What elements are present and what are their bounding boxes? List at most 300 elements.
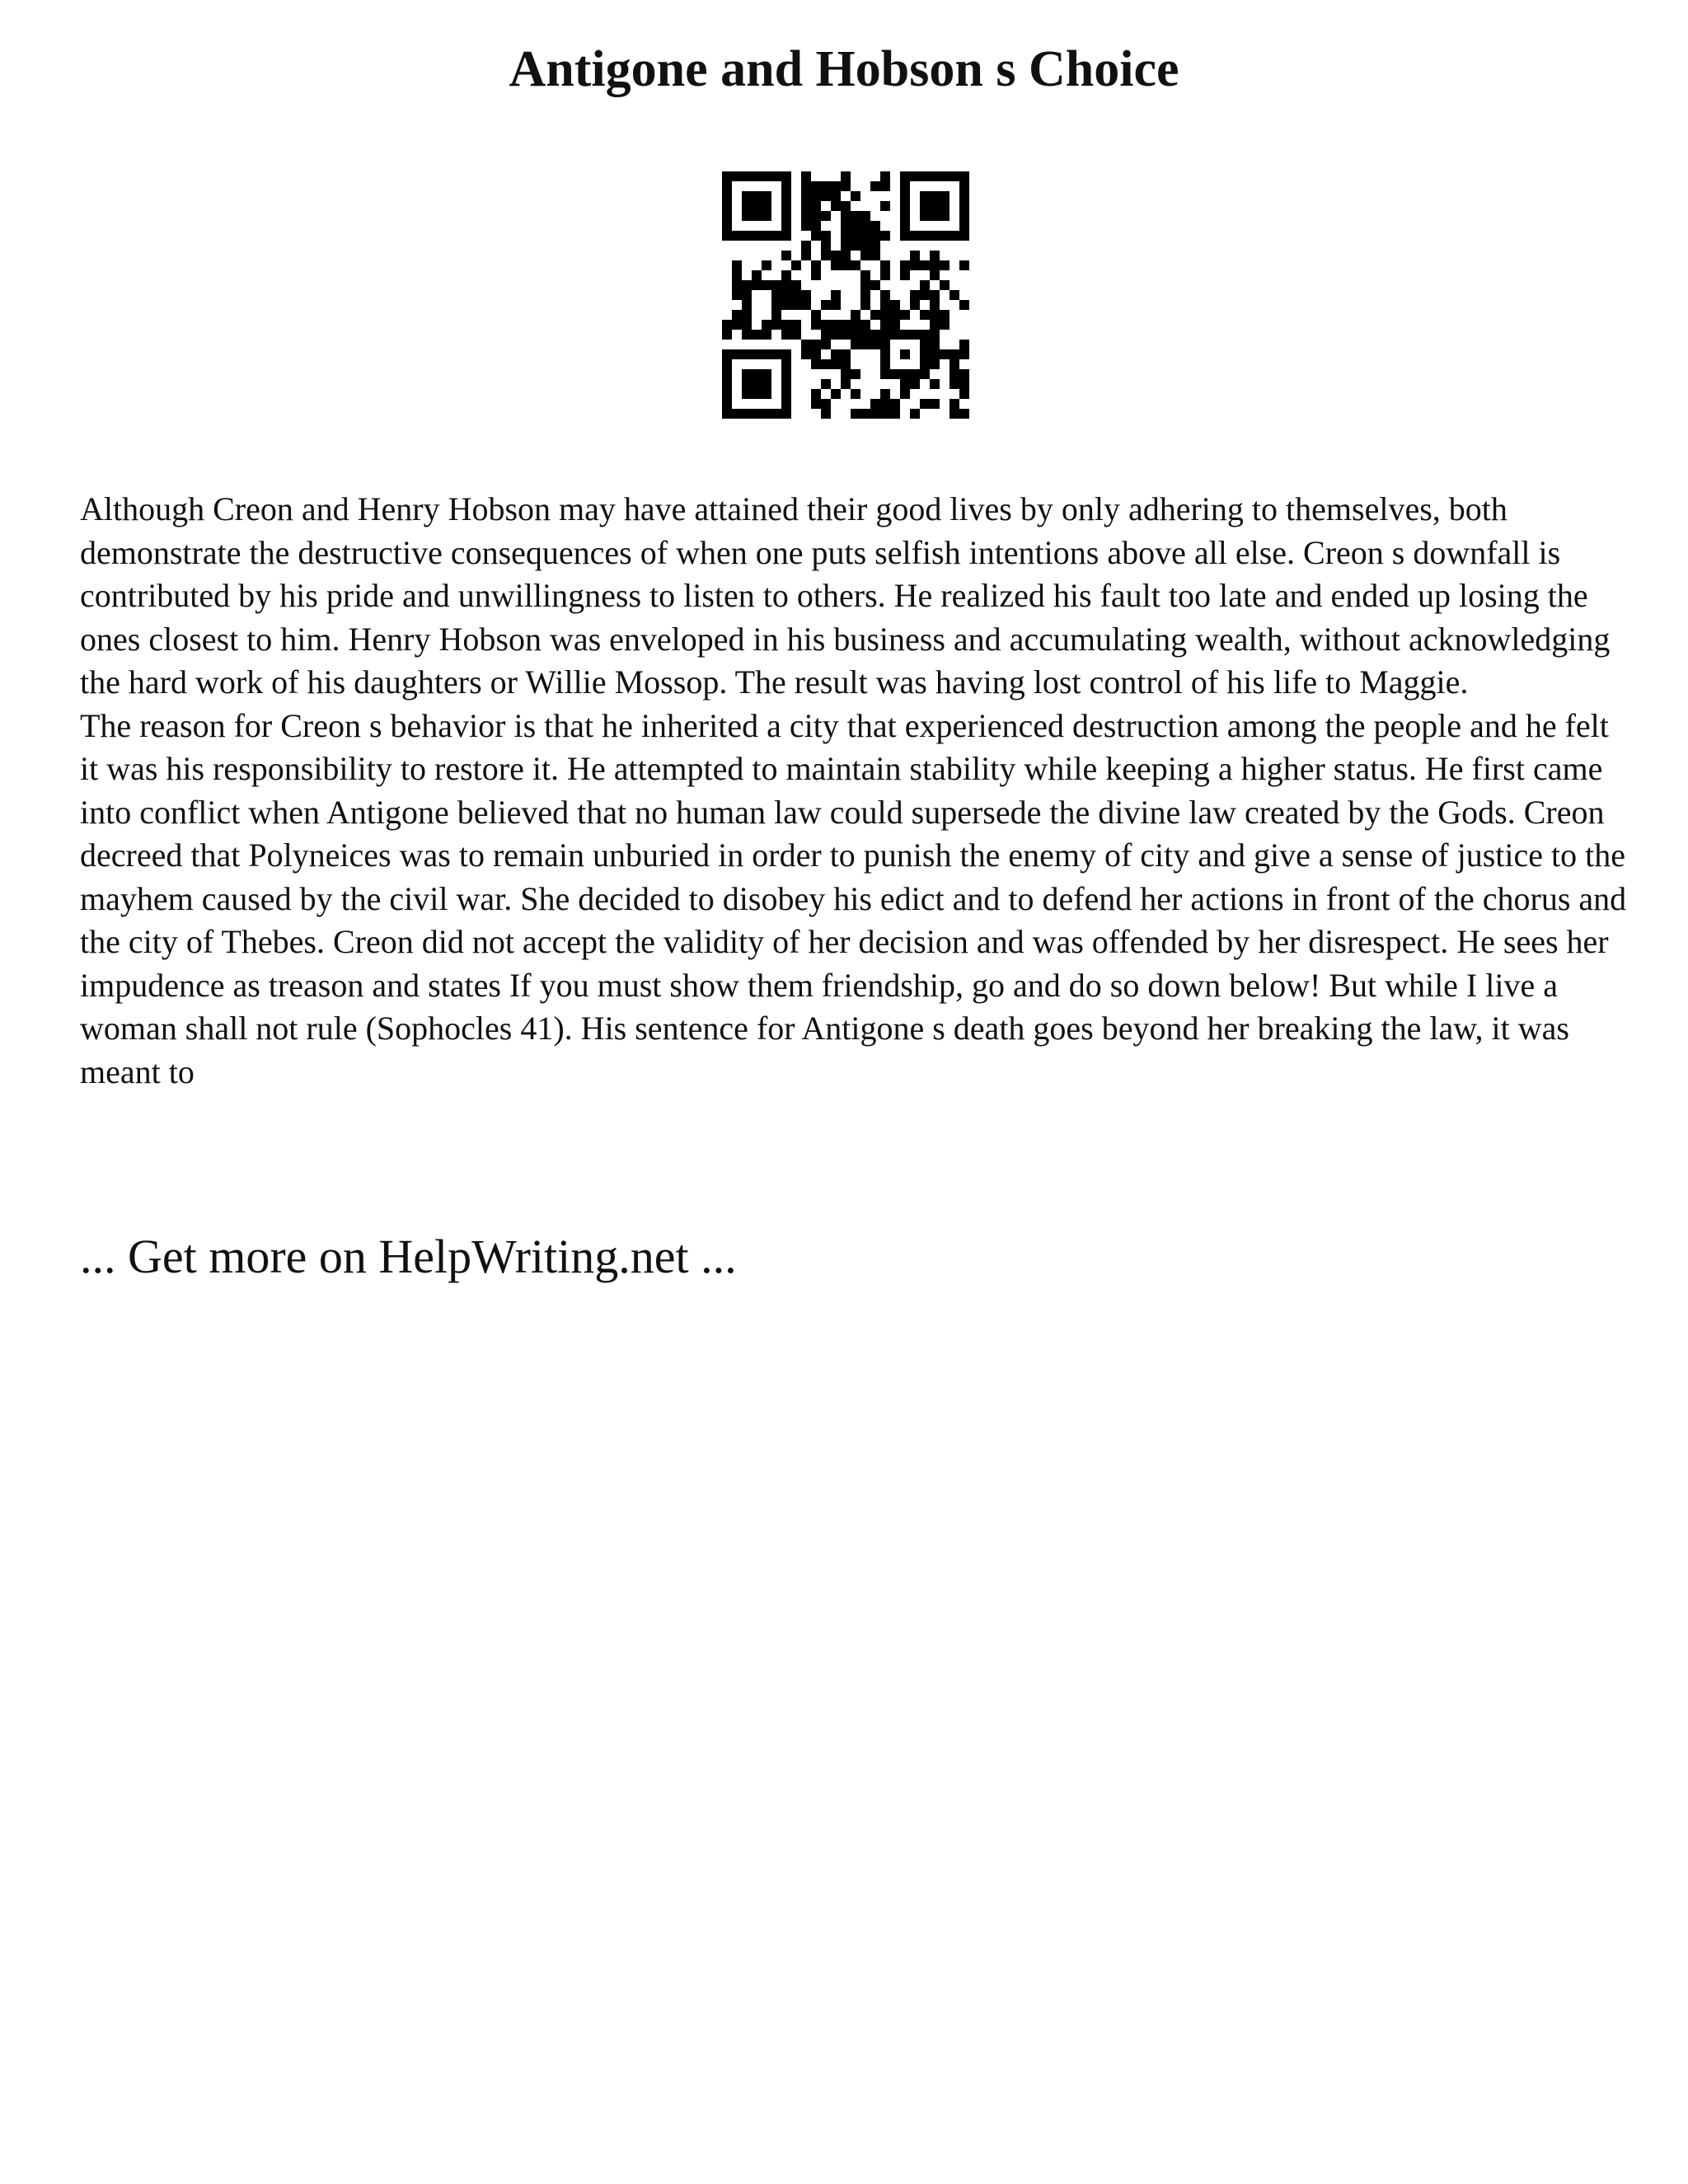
qr-module <box>890 310 900 320</box>
qr-module <box>742 201 752 211</box>
qr-module <box>841 221 851 231</box>
qr-module <box>910 260 920 270</box>
qr-module <box>831 290 841 300</box>
qr-module <box>791 320 801 330</box>
qr-module <box>920 330 930 340</box>
qr-module <box>959 211 969 221</box>
qr-module <box>950 369 959 379</box>
qr-module <box>930 201 940 211</box>
qr-module <box>950 409 959 419</box>
qr-module <box>959 171 969 181</box>
qr-module <box>930 330 940 340</box>
qr-module <box>841 171 851 181</box>
qr-module <box>742 191 752 201</box>
qr-module <box>831 330 841 340</box>
qr-module <box>841 349 851 359</box>
qr-module <box>959 340 969 349</box>
qr-module <box>880 270 890 280</box>
qr-module <box>801 251 811 260</box>
qr-module <box>831 260 841 270</box>
qr-module <box>841 359 851 369</box>
qr-module <box>900 349 910 359</box>
qr-module <box>732 260 742 270</box>
qr-module <box>880 260 890 270</box>
qr-module <box>742 320 752 330</box>
qr-module <box>860 300 870 310</box>
qr-module <box>880 310 890 320</box>
qr-module <box>762 349 771 359</box>
qr-module <box>920 231 930 241</box>
qr-module <box>831 191 841 201</box>
qr-module <box>860 270 870 280</box>
qr-module <box>811 260 821 270</box>
qr-module <box>801 191 811 201</box>
qr-module <box>841 320 851 330</box>
get-more-link[interactable]: ... Get more on HelpWriting.net ... <box>80 1230 737 1283</box>
qr-module <box>851 409 860 419</box>
qr-module <box>959 181 969 191</box>
qr-module <box>930 399 940 409</box>
qr-module <box>742 330 752 340</box>
qr-module <box>801 171 811 181</box>
qr-module <box>870 280 880 290</box>
qr-module <box>771 171 781 181</box>
qr-module <box>940 211 950 221</box>
qr-module <box>940 231 950 241</box>
qr-module <box>722 231 732 241</box>
qr-module <box>801 300 811 310</box>
qr-module <box>880 349 890 359</box>
qr-module <box>771 280 781 290</box>
qr-module <box>950 359 959 369</box>
qr-module <box>752 171 762 181</box>
qr-module <box>722 330 732 340</box>
qr-module <box>762 409 771 419</box>
qr-module <box>722 221 732 231</box>
qr-module <box>851 310 860 320</box>
qr-module <box>920 399 930 409</box>
qr-module <box>722 201 732 211</box>
qr-module <box>781 379 791 389</box>
qr-module <box>791 260 801 270</box>
qr-module <box>811 221 821 231</box>
qr-module <box>801 349 811 359</box>
qr-module <box>920 369 930 379</box>
qr-module <box>851 221 860 231</box>
qr-module <box>950 399 959 409</box>
qr-module <box>890 330 900 340</box>
qr-code <box>722 171 969 419</box>
qr-module <box>791 330 801 340</box>
qr-module <box>831 181 841 191</box>
qr-module <box>930 340 940 349</box>
qr-module <box>860 211 870 221</box>
qr-module <box>841 251 851 260</box>
qr-module <box>752 231 762 241</box>
qr-module <box>851 191 860 201</box>
qr-module <box>870 340 880 349</box>
qr-module <box>860 330 870 340</box>
qr-module <box>781 181 791 191</box>
qr-module <box>900 310 910 320</box>
qr-module <box>722 171 732 181</box>
qr-module <box>821 251 831 260</box>
qr-module <box>762 389 771 399</box>
qr-module <box>900 201 910 211</box>
qr-module <box>732 320 742 330</box>
qr-module <box>762 211 771 221</box>
qr-module <box>771 320 781 330</box>
qr-module <box>880 290 890 300</box>
qr-module <box>900 260 910 270</box>
qr-module <box>781 191 791 201</box>
qr-module <box>841 181 851 191</box>
qr-module <box>959 231 969 241</box>
qr-module <box>950 379 959 389</box>
qr-module <box>870 310 880 320</box>
paragraph-2: The reason for Creon s behavior is that he inherited a city that experienced destruction among the people and he felt it was his responsibility to restore it. He attempted to maintain stability while keeping a higher status. He first came into conflict when Antigone believed that no human law could supersede the divine law created by the Gods. Creon decreed that Polyneices was to remain unburied in order to punish the enemy of city and give a sense of justice to the mayhem caused by the civil war. She decided to disobey his edict and to defend her actions in front of the chorus and the city of Thebes. Creon did not accept the validity of her decision and was offended by her disrespect. He sees her impudence as treason and states If you must show them friendship, go and do so down below! But while I live a woman shall not rule (Sophocles 41). His sentence for Antigone s death goes beyond her breaking the law, it was meant to <box>80 706 1627 1090</box>
qr-module <box>722 369 732 379</box>
qr-module <box>771 349 781 359</box>
qr-module <box>752 211 762 221</box>
qr-module <box>821 379 831 389</box>
qr-module <box>781 280 791 290</box>
qr-module <box>752 270 762 280</box>
qr-module <box>930 379 940 389</box>
qr-module <box>880 300 890 310</box>
qr-module <box>870 251 880 260</box>
qr-module <box>940 201 950 211</box>
qr-module <box>930 320 940 330</box>
qr-module <box>821 191 831 201</box>
qr-module <box>920 201 930 211</box>
qr-module <box>920 211 930 221</box>
qr-module <box>781 369 791 379</box>
qr-module <box>930 300 940 310</box>
qr-module <box>762 201 771 211</box>
qr-module <box>821 340 831 349</box>
qr-module <box>930 290 940 300</box>
qr-module <box>940 310 950 320</box>
qr-module <box>831 389 841 399</box>
qr-module <box>880 181 890 191</box>
qr-module <box>742 290 752 300</box>
qr-module <box>762 369 771 379</box>
qr-module <box>791 280 801 290</box>
qr-module <box>742 171 752 181</box>
qr-module <box>752 369 762 379</box>
qr-module <box>959 389 969 399</box>
qr-module <box>880 340 890 349</box>
qr-module <box>742 280 752 290</box>
qr-module <box>950 290 959 300</box>
qr-module <box>781 399 791 409</box>
qr-module <box>880 409 890 419</box>
qr-module <box>910 290 920 300</box>
qr-module <box>851 260 860 270</box>
document-title: Antigone and Hobson s Choice <box>509 41 1179 97</box>
qr-module <box>890 320 900 330</box>
qr-module <box>742 369 752 379</box>
qr-module <box>950 231 959 241</box>
qr-module <box>900 270 910 280</box>
qr-module <box>880 369 890 379</box>
qr-module <box>831 349 841 359</box>
qr-module <box>910 369 920 379</box>
qr-module <box>930 359 940 369</box>
qr-module <box>959 221 969 231</box>
qr-module <box>831 359 841 369</box>
qr-module <box>811 231 821 241</box>
qr-module <box>880 171 890 181</box>
qr-module <box>781 409 791 419</box>
qr-module <box>732 280 742 290</box>
qr-module <box>771 409 781 419</box>
qr-module <box>811 359 821 369</box>
qr-module <box>851 369 860 379</box>
qr-module <box>880 399 890 409</box>
qr-module <box>940 320 950 330</box>
qr-module <box>900 211 910 221</box>
qr-module <box>722 191 732 201</box>
qr-module <box>762 171 771 181</box>
qr-module <box>811 270 821 280</box>
qr-module <box>920 260 930 270</box>
qr-module <box>722 389 732 399</box>
qr-module <box>791 290 801 300</box>
qr-module <box>821 359 831 369</box>
qr-module <box>762 320 771 330</box>
qr-module <box>900 379 910 389</box>
qr-module <box>732 290 742 300</box>
qr-module <box>930 231 940 241</box>
qr-module <box>860 221 870 231</box>
qr-module <box>959 379 969 389</box>
qr-module <box>732 310 742 320</box>
qr-module <box>771 310 781 320</box>
qr-module <box>841 231 851 241</box>
qr-module <box>880 231 890 241</box>
qr-module <box>870 330 880 340</box>
qr-module <box>870 181 880 191</box>
qr-module <box>930 260 940 270</box>
qr-module <box>880 320 890 330</box>
qr-module <box>811 349 821 359</box>
qr-module <box>781 201 791 211</box>
qr-module <box>959 409 969 419</box>
qr-module <box>900 181 910 191</box>
qr-module <box>920 310 930 320</box>
qr-module <box>831 201 841 211</box>
qr-module <box>930 171 940 181</box>
qr-module <box>880 330 890 340</box>
qr-module <box>722 181 732 191</box>
qr-module <box>752 330 762 340</box>
qr-module <box>910 300 920 310</box>
qr-module <box>841 260 851 270</box>
qr-module <box>860 231 870 241</box>
qr-module <box>920 359 930 369</box>
qr-module <box>870 241 880 251</box>
qr-module <box>900 191 910 201</box>
qr-module <box>940 171 950 181</box>
qr-module <box>860 251 870 260</box>
qr-module <box>831 320 841 330</box>
qr-module <box>851 320 860 330</box>
qr-module <box>811 181 821 191</box>
qr-module <box>940 349 950 359</box>
qr-module <box>920 280 930 290</box>
qr-module <box>811 310 821 320</box>
qr-module <box>811 191 821 201</box>
qr-module <box>771 300 781 310</box>
qr-module <box>880 359 890 369</box>
qr-module <box>870 399 880 409</box>
qr-module <box>821 399 831 409</box>
qr-module <box>752 280 762 290</box>
qr-module <box>722 349 732 359</box>
qr-module <box>801 211 811 221</box>
qr-module <box>752 349 762 359</box>
qr-module <box>801 241 811 251</box>
qr-module <box>940 260 950 270</box>
qr-module <box>742 231 752 241</box>
qr-module <box>801 290 811 300</box>
qr-module <box>732 270 742 280</box>
qr-module <box>722 399 732 409</box>
qr-module <box>900 389 910 399</box>
qr-module <box>910 171 920 181</box>
document-body <box>80 488 1629 1094</box>
qr-module <box>781 171 791 181</box>
qr-module <box>910 251 920 260</box>
qr-module <box>722 211 732 221</box>
qr-module <box>781 320 791 330</box>
qr-module <box>762 280 771 290</box>
qr-module <box>930 270 940 280</box>
qr-module <box>890 399 900 409</box>
qr-module <box>920 340 930 349</box>
qr-module <box>781 270 791 280</box>
qr-module <box>821 409 831 419</box>
qr-module <box>752 201 762 211</box>
qr-module <box>851 231 860 241</box>
qr-module <box>742 310 752 320</box>
qr-module <box>801 340 811 349</box>
qr-code-icon <box>722 171 969 419</box>
qr-module <box>821 320 831 330</box>
qr-module <box>890 369 900 379</box>
qr-module <box>732 409 742 419</box>
qr-module <box>732 349 742 359</box>
qr-module <box>959 201 969 211</box>
qr-module <box>821 330 831 340</box>
qr-module <box>940 280 950 290</box>
qr-module <box>841 211 851 221</box>
qr-module <box>821 241 831 251</box>
qr-module <box>781 300 791 310</box>
qr-module <box>831 300 841 310</box>
qr-module <box>742 349 752 359</box>
qr-module <box>930 211 940 221</box>
qr-module <box>791 300 801 310</box>
qr-module <box>781 389 791 399</box>
qr-module <box>742 409 752 419</box>
qr-module <box>752 191 762 201</box>
qr-module <box>732 231 742 241</box>
qr-module <box>821 300 831 310</box>
qr-module <box>801 221 811 231</box>
qr-module <box>900 221 910 231</box>
qr-module <box>920 191 930 201</box>
qr-module <box>811 340 821 349</box>
qr-module <box>831 251 841 260</box>
qr-module <box>762 330 771 340</box>
qr-module <box>870 221 880 231</box>
qr-module <box>821 231 831 241</box>
qr-module <box>880 389 890 399</box>
qr-module <box>860 241 870 251</box>
qr-module <box>851 211 860 221</box>
qr-module <box>860 320 870 330</box>
qr-module <box>930 310 940 320</box>
qr-module <box>959 349 969 359</box>
qr-module <box>841 241 851 251</box>
qr-module <box>821 211 831 221</box>
qr-module <box>742 300 752 310</box>
qr-module <box>950 171 959 181</box>
qr-module <box>811 320 821 330</box>
qr-module <box>771 231 781 241</box>
qr-module <box>781 211 791 221</box>
qr-module <box>732 171 742 181</box>
qr-module <box>771 290 781 300</box>
qr-module <box>781 221 791 231</box>
qr-module <box>762 191 771 201</box>
qr-module <box>860 290 870 300</box>
qr-module <box>930 191 940 201</box>
qr-module <box>900 171 910 181</box>
qr-module <box>860 340 870 349</box>
qr-module <box>811 211 821 221</box>
qr-module <box>841 330 851 340</box>
qr-module <box>841 379 851 389</box>
qr-module <box>910 330 920 340</box>
qr-module <box>851 389 860 399</box>
qr-module <box>811 399 821 409</box>
qr-module <box>781 231 791 241</box>
qr-module <box>959 260 969 270</box>
qr-module <box>752 389 762 399</box>
qr-module <box>959 191 969 201</box>
qr-module <box>841 369 851 379</box>
qr-module <box>781 359 791 369</box>
qr-module <box>722 359 732 369</box>
qr-module <box>801 181 811 191</box>
qr-module <box>860 409 870 419</box>
qr-module <box>870 409 880 419</box>
qr-module <box>762 379 771 389</box>
qr-module <box>860 280 870 290</box>
qr-module <box>900 330 910 340</box>
qr-module <box>762 231 771 241</box>
qr-module <box>900 231 910 241</box>
qr-module <box>851 330 860 340</box>
qr-module <box>811 201 821 211</box>
qr-module <box>752 409 762 419</box>
qr-module <box>722 409 732 419</box>
qr-module <box>781 290 791 300</box>
